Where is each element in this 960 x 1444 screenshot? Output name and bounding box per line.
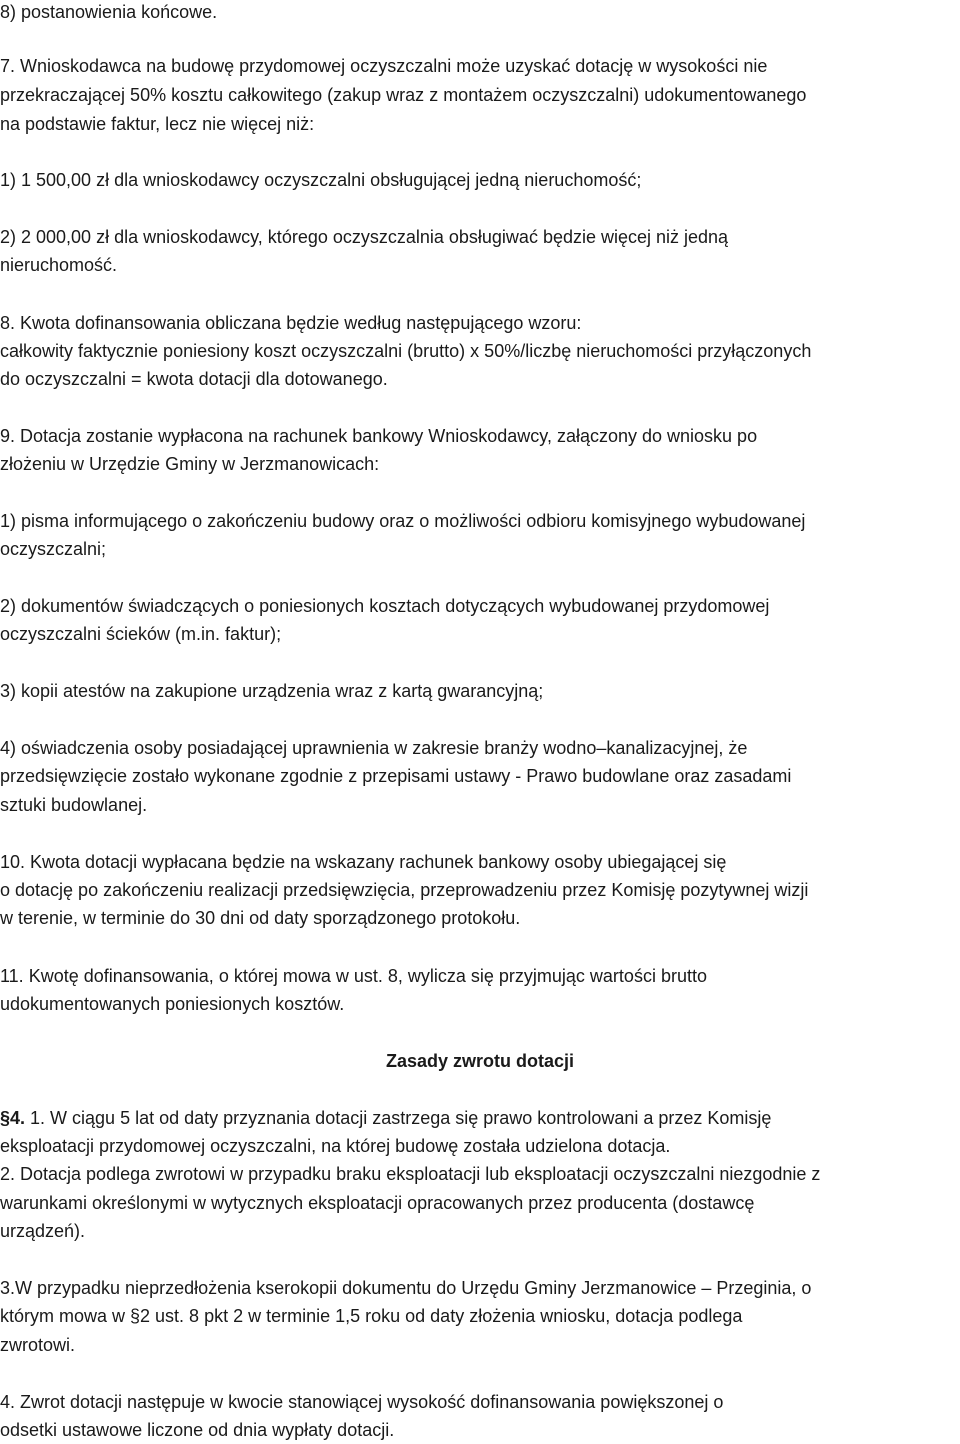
- text-line: oczyszczalni ścieków (m.in. faktur);: [0, 624, 282, 644]
- text-line: 10. Kwota dotacji wypłacana będzie na wskazany rachunek bankowy osoby ubiegającej się: [0, 852, 727, 872]
- text-line: całkowity faktycznie poniesiony koszt oczyszczalni (brutto) x 50%/liczbę nieruchomości przyłączonych: [0, 341, 812, 361]
- text-line: 1) 1 500,00 zł dla wnioskodawcy oczyszczalni obsługującej jedną nieruchomość;: [0, 170, 642, 190]
- text-line: 2) dokumentów świadczących o poniesionych kosztach dotyczących wybudowanej przydomowej: [0, 596, 770, 616]
- text-line: 7. Wnioskodawca na budowę przydomowej oczyszczalni może uzyskać dotację w wysokości nie: [0, 56, 768, 76]
- section-heading: Zasady zwrotu dotacji: [385, 1051, 575, 1071]
- text-line: zwrotowi.: [0, 1335, 76, 1355]
- text-line: do oczyszczalni = kwota dotacji dla dotowanego.: [0, 369, 388, 389]
- text-line: 8. Kwota dofinansowania obliczana będzie według następującego wzoru:: [0, 313, 582, 333]
- text-line: złożeniu w Urzędzie Gminy w Jerzmanowicach:: [0, 454, 380, 474]
- text-line: oczyszczalni;: [0, 539, 107, 559]
- text-line: na podstawie faktur, lecz nie więcej niż:: [0, 114, 315, 134]
- text-line: 9. Dotacja zostanie wypłacona na rachunek bankowy Wnioskodawcy, załączony do wniosku po: [0, 426, 758, 446]
- text-line: 4. Zwrot dotacji następuje w kwocie stanowiącej wysokość dofinansowania powiększonej o: [0, 1392, 724, 1412]
- text-line: [0, 1106, 771, 1130]
- text-line: 4) oświadczenia osoby posiadającej uprawnienia w zakresie branży wodno–kanalizacyjnej, że: [0, 738, 748, 758]
- text-line: eksploatacji przydomowej oczyszczalni, na której budowę została udzielona dotacja.: [0, 1136, 671, 1156]
- text-line: przekraczającej 50% kosztu całkowitego (zakup wraz z montażem oczyszczalni) udokumentowanego: [0, 85, 807, 105]
- text-line: 3) kopii atestów na zakupione urządzenia wraz z kartą gwarancyjną;: [0, 681, 544, 701]
- text-line: o dotację po zakończeniu realizacji przedsięwzięcia, przeprowadzeniu przez Komisję pozytywnej wizji: [0, 880, 809, 900]
- text-line: 8) postanowienia końcowe.: [0, 2, 218, 22]
- text-line: 11. Kwotę dofinansowania, o której mowa w ust. 8, wylicza się przyjmując wartości brutto: [0, 966, 707, 986]
- text-line: warunkami określonymi w wytycznych eksploatacji opracowanych przez producenta (dostawcę: [0, 1193, 755, 1213]
- text-span: 1. W ciągu 5 lat od daty przyznania dotacji zastrzega się prawo kontrolowani a przez Komisję: [25, 1108, 772, 1128]
- text-line: sztuki budowlanej.: [0, 795, 148, 815]
- text-line: 2) 2 000,00 zł dla wnioskodawcy, którego oczyszczalnia obsługiwać będzie więcej niż jedną: [0, 227, 729, 247]
- text-line: 1) pisma informującego o zakończeniu budowy oraz o możliwości odbioru komisyjnego wybudowanej: [0, 511, 806, 531]
- text-line: którym mowa w §2 ust. 8 pkt 2 w terminie 1,5 roku od daty złożenia wniosku, dotacja podlega: [0, 1306, 743, 1326]
- section-number: §4.: [0, 1108, 26, 1128]
- text-line: 3.W przypadku nieprzedłożenia kserokopii dokumentu do Urzędu Gminy Jerzmanowice – Przeginia, o: [0, 1278, 812, 1298]
- text-line: udokumentowanych poniesionych kosztów.: [0, 994, 345, 1014]
- text-line: przedsięwzięcie zostało wykonane zgodnie z przepisami ustawy - Prawo budowlane oraz zasadami: [0, 766, 792, 786]
- text-line: odsetki ustawowe liczone od dnia wypłaty dotacji.: [0, 1420, 395, 1440]
- text-line: urządzeń).: [0, 1221, 86, 1241]
- text-line: 2. Dotacja podlega zwrotowi w przypadku braku eksploatacji lub eksploatacji oczyszczalni niezgodnie z: [0, 1164, 821, 1184]
- text-line: nieruchomość.: [0, 255, 118, 275]
- text-line: w terenie, w terminie do 30 dni od daty sporządzonego protokołu.: [0, 908, 521, 928]
